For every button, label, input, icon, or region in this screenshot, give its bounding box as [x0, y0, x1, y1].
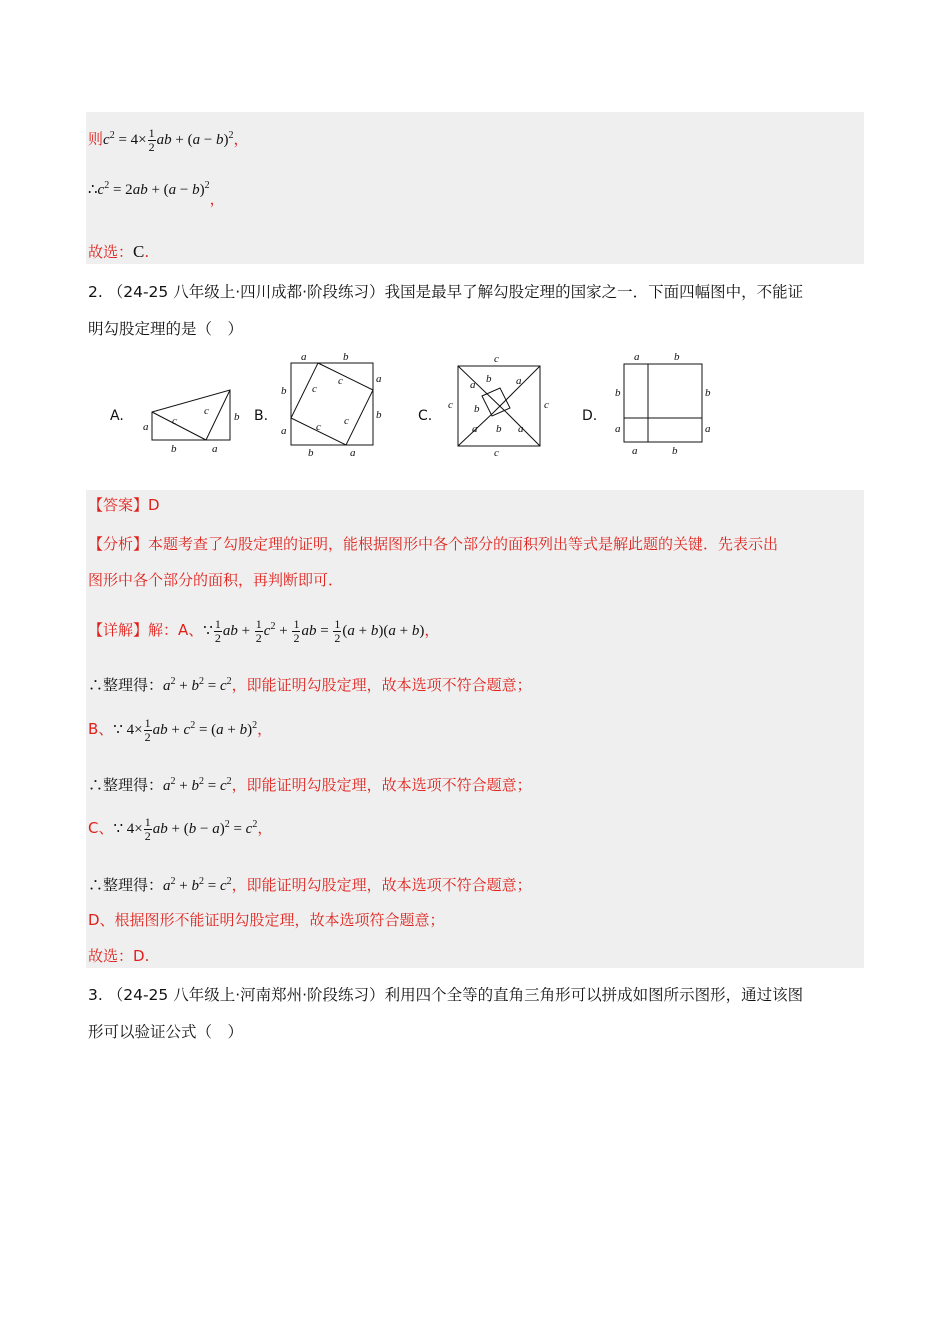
svg-text:c: c [316, 421, 321, 433]
svg-text:c: c [544, 399, 549, 411]
svg-text:c: c [312, 383, 317, 395]
answer-line: 【答案】D [88, 496, 160, 514]
final-answer-line: 故选：D. [88, 947, 150, 965]
svg-text:a: a [516, 375, 522, 387]
option-c-label: C. [418, 408, 433, 424]
formula-pythag-b: $a^2 + b^2 = c^2$ [163, 776, 232, 794]
svg-text:a: a [281, 425, 287, 437]
figure-c [444, 352, 554, 458]
analysis-line2: 图形中各个部分的面积，再判断即可． [88, 571, 344, 589]
q3-line1: 3. （24-25 八年级上·河南郑州·阶段练习）利用四个全等的直角三角形可以拼成如图所示图形，通过该图 [88, 986, 804, 1004]
svg-text:a: a [470, 379, 476, 391]
formula-c2-2ab: $c^2 = 2ab + (a - b)^2$ [97, 180, 210, 198]
svg-text:b: b [674, 351, 680, 363]
svg-text:b: b [486, 373, 492, 385]
svg-text:a: a [705, 423, 711, 435]
svg-text:a: a [518, 423, 524, 435]
therefore-a-line: ∴整理得：$a^2 + b^2 = c^2$，即能证明勾股定理，故本选项不符合题意； [88, 676, 532, 694]
detail-b-line: B、∵ 4× $\frac{1}{2}$ ab + $c^2 = (a + b)^2$， [88, 716, 273, 745]
detail-c-line: C、∵ 4× $\frac{1}{2}$ ab + $(b - a)^2 = c^2$， [88, 815, 273, 844]
svg-text:b: b [281, 385, 287, 397]
figure-a [138, 384, 248, 456]
svg-text:c: c [448, 399, 453, 411]
svg-text:b: b [705, 387, 711, 399]
svg-text:c: c [494, 447, 499, 458]
formula-pythag-c: $a^2 + b^2 = c^2$ [163, 876, 232, 894]
svg-text:b: b [234, 411, 240, 423]
svg-text:b: b [496, 423, 502, 435]
prev-solution-line2: $\therefore c^2 = 2ab + (a - b)^2$， [88, 180, 225, 208]
svg-text:b: b [343, 351, 349, 363]
q2-line1: 2. （24-25 八年级上·四川成都·阶段练习）我国是最早了解勾股定理的国家之一．下面四幅图中，不能证 [88, 283, 804, 301]
svg-text:a: a [350, 447, 356, 459]
figure-d [610, 350, 720, 456]
svg-text:a: a [143, 421, 149, 433]
detail-d-line: D、根据图形不能证明勾股定理，故本选项符合题意； [88, 911, 445, 929]
svg-text:c: c [172, 415, 177, 427]
therefore-c-line: ∴整理得：$a^2 + b^2 = c^2$，即能证明勾股定理，故本选项不符合题意； [88, 876, 532, 894]
therefore-b-line: ∴整理得：$a^2 + b^2 = c^2$，即能证明勾股定理，故本选项不符合题意； [88, 776, 532, 794]
svg-text:a: a [212, 443, 218, 455]
svg-text:c: c [344, 415, 349, 427]
svg-text:b: b [308, 447, 314, 459]
svg-text:b: b [474, 403, 480, 415]
svg-text:b: b [376, 409, 382, 421]
option-d-label: D. [582, 408, 598, 424]
formula-c: ∵ 4× $\frac{1}{2}$ ab + $(b - a)^2 = c^2$ [113, 815, 258, 844]
q2-line2: 明勾股定理的是（ ） [88, 320, 244, 338]
detail-a-line: 【详解】解：A、∵ $\frac{1}{2}$ ab + $\frac{1}{2}$ $c^2$ + $\frac{1}{2}$ ab = $\frac{1}{2}$ (a + b)(a + b)， [88, 617, 440, 646]
figure-b [276, 350, 388, 460]
svg-text:c: c [338, 375, 343, 387]
svg-text:b: b [615, 387, 621, 399]
option-b-label: B. [254, 408, 269, 424]
prev-solution-line1: 则$c^2 = 4\times$ $\frac{1}{2}$ ab + $(a - b)^2$， [88, 126, 249, 155]
svg-text:b: b [672, 445, 678, 456]
q3-line2: 形可以验证公式（ ） [88, 1023, 244, 1041]
svg-text:c: c [204, 405, 209, 417]
svg-text:a: a [376, 373, 382, 385]
formula-a: ∵ $\frac{1}{2}$ ab + $\frac{1}{2}$ $c^2$ + $\frac{1}{2}$ ab = $\frac{1}{2}$ (a + b)(a + b) [203, 617, 425, 646]
svg-text:a: a [301, 351, 307, 363]
formula-c2-4half: $c^2 = 4\times$ $\frac{1}{2}$ ab + $(a - b)^2$ [103, 126, 234, 155]
formula-pythag-a: $a^2 + b^2 = c^2$ [163, 676, 232, 694]
analysis-line1: 【分析】本题考查了勾股定理的证明，能根据图形中各个部分的面积列出等式是解此题的关键．先表示出 [88, 535, 779, 553]
prev-conclusion: 故选：C. [88, 242, 150, 261]
formula-b: ∵ 4× $\frac{1}{2}$ ab + $c^2 = (a + b)^2$ [113, 716, 258, 745]
svg-text:a: a [632, 445, 638, 456]
option-a-label: A. [110, 408, 124, 424]
svg-text:a: a [615, 423, 621, 435]
svg-text:a: a [634, 351, 640, 363]
svg-text:c: c [494, 353, 499, 365]
svg-text:a: a [472, 423, 478, 435]
svg-text:b: b [171, 443, 177, 455]
